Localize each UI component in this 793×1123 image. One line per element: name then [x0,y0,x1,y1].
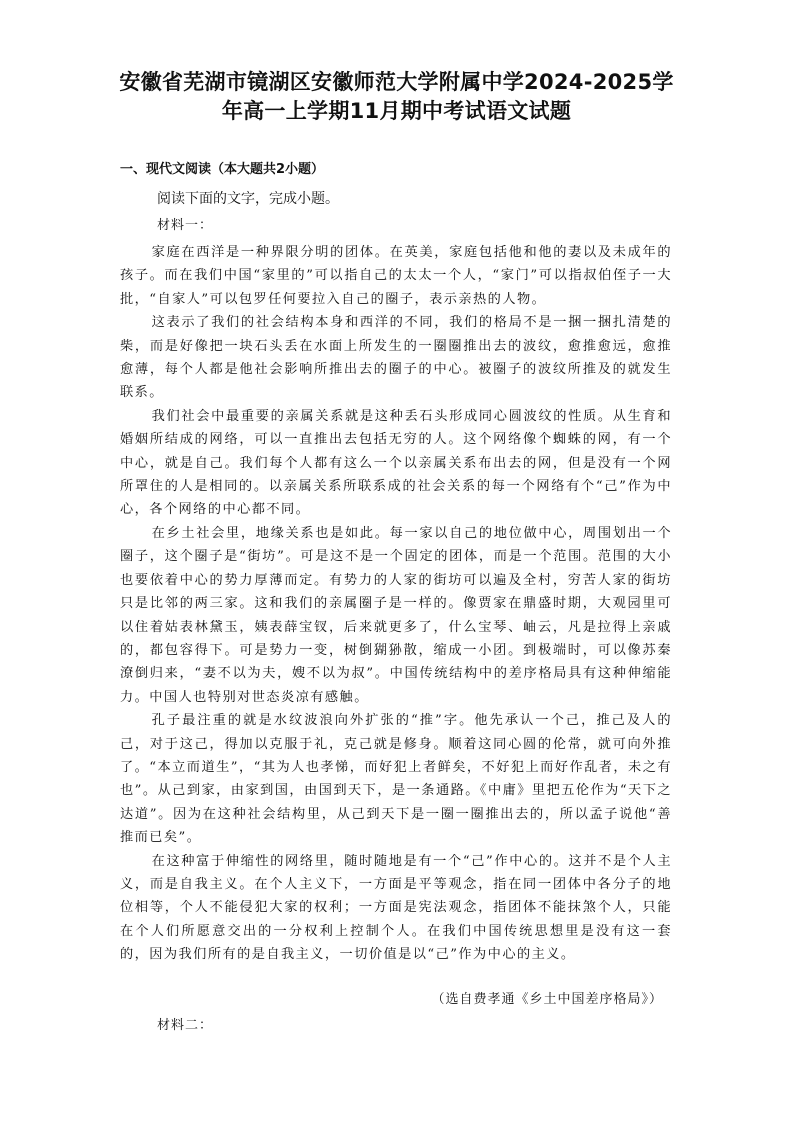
paragraph-1: 家庭在西洋是一种界限分明的团体。在英美，家庭包括他和他的妻以及未成年的孩子。而在我们中国“家里的”可以指自己的太太一个人，“家门”可以指叔伯侄子一大批，“自家人”可以包罗任何要拉入自己的圈子，表示亲热的人物。 [120,245,672,307]
document-title-line-1: 安徽省芜湖市镜湖区安徽师范大学附属中学2024-2025学 [119,70,674,94]
material-one-body [120,241,672,967]
source-citation: （选自费孝通《乡土中国差序格局》） [431,992,663,1007]
material-two-label: 材料二： [157,1018,214,1033]
paragraph-5: 孔子最注重的就是水纹波浪向外扩张的“推”字。他先承认一个己，推己及人的己，对于这己，得加以克服于礼，克己就是修身。顺着这同心圆的伦常，就可向外推了。“本立而道生”，“其为人也孝悌，而好犯上者鲜矣，不好犯上而好作乱者，未之有也”。从己到家，由家到国，由国到天下，是一条通路。《中庸》里把五伦作为“天下之达道”。因为在这种社会结构里，从己到天下是一圈一圈推出去的，所以孟子说他“善推而已矣”。 [120,713,672,846]
material-one-label: 材料一： [157,218,214,233]
paragraph-6: 在这种富于伸缩性的网络里，随时随地是有一个“己”作中心的。这并不是个人主义，而是自我主义。在个人主义下，一方面是平等观念，指在同一团体中各分子的地位相等，个人不能侵犯大家的权利；一方面是宪法观念，指团体不能抹煞个人，只能在个人们所愿意交出的一分权利上控制个人。在我们中国传统思想里是没有这一套的，因为我们所有的是自我主义，一切价值是以“己”作为中心的主义。 [120,853,672,963]
section-heading: 一、现代文阅读（本大题共2小题） [120,162,325,177]
paragraph-4: 在乡土社会里，地缘关系也是如此。每一家以自己的地位做中心，周围划出一个圈子，这个圈子是“街坊”。可是这不是一个固定的团体，而是一个范围。范围的大小也要依着中心的势力厚薄而定。有势力的人家的街坊可以遍及全村，穷苦人家的街坊只是比邻的两三家。这和我们的亲属圈子是一样的。像贾家在鼎盛时期，大观园里可以住着姑表林黛玉，姨表薛宝钗，后来就更多了，什么宝琴、岫云，凡是拉得上亲戚的，都包容得下。可是势力一变，树倒猢狲散，缩成一小团。到极端时，可以像苏秦潦倒归来，“妻不以为夫，嫂不以为叔”。中国传统结构中的差序格局具有这种伸缩能力。中国人也特别对世态炎凉有感触。 [120,525,672,705]
paragraph-3: 我们社会中最重要的亲属关系就是这种丢石头形成同心圆波纹的性质。从生育和婚姻所结成的网络，可以一直推出去包括无穷的人。这个网络像个蜘蛛的网，有一个中心，就是自己。我们每个人都有这么一个以亲属关系布出去的网，但是没有一个网所罩住的人是相同的。以亲属关系所联系成的社会关系的每一个网络有个“己”作为中心，各个网络的中心都不同。 [120,408,672,518]
reading-instruction: 阅读下面的文字，完成小题。 [157,191,339,207]
paragraph-2: 这表示了我们的社会结构本身和西洋的不同，我们的格局不是一捆一捆扎清楚的柴，而是好像把一块石头丢在水面上所发生的一圈圈推出去的波纹，愈推愈远，愈推愈薄，每个人都是他社会影响所推出去的圈子的中心。被圈子的波纹所推及的就发生联系。 [120,315,672,401]
document-title-line-2: 年高一上学期11月期中考试语文试题 [221,99,572,123]
